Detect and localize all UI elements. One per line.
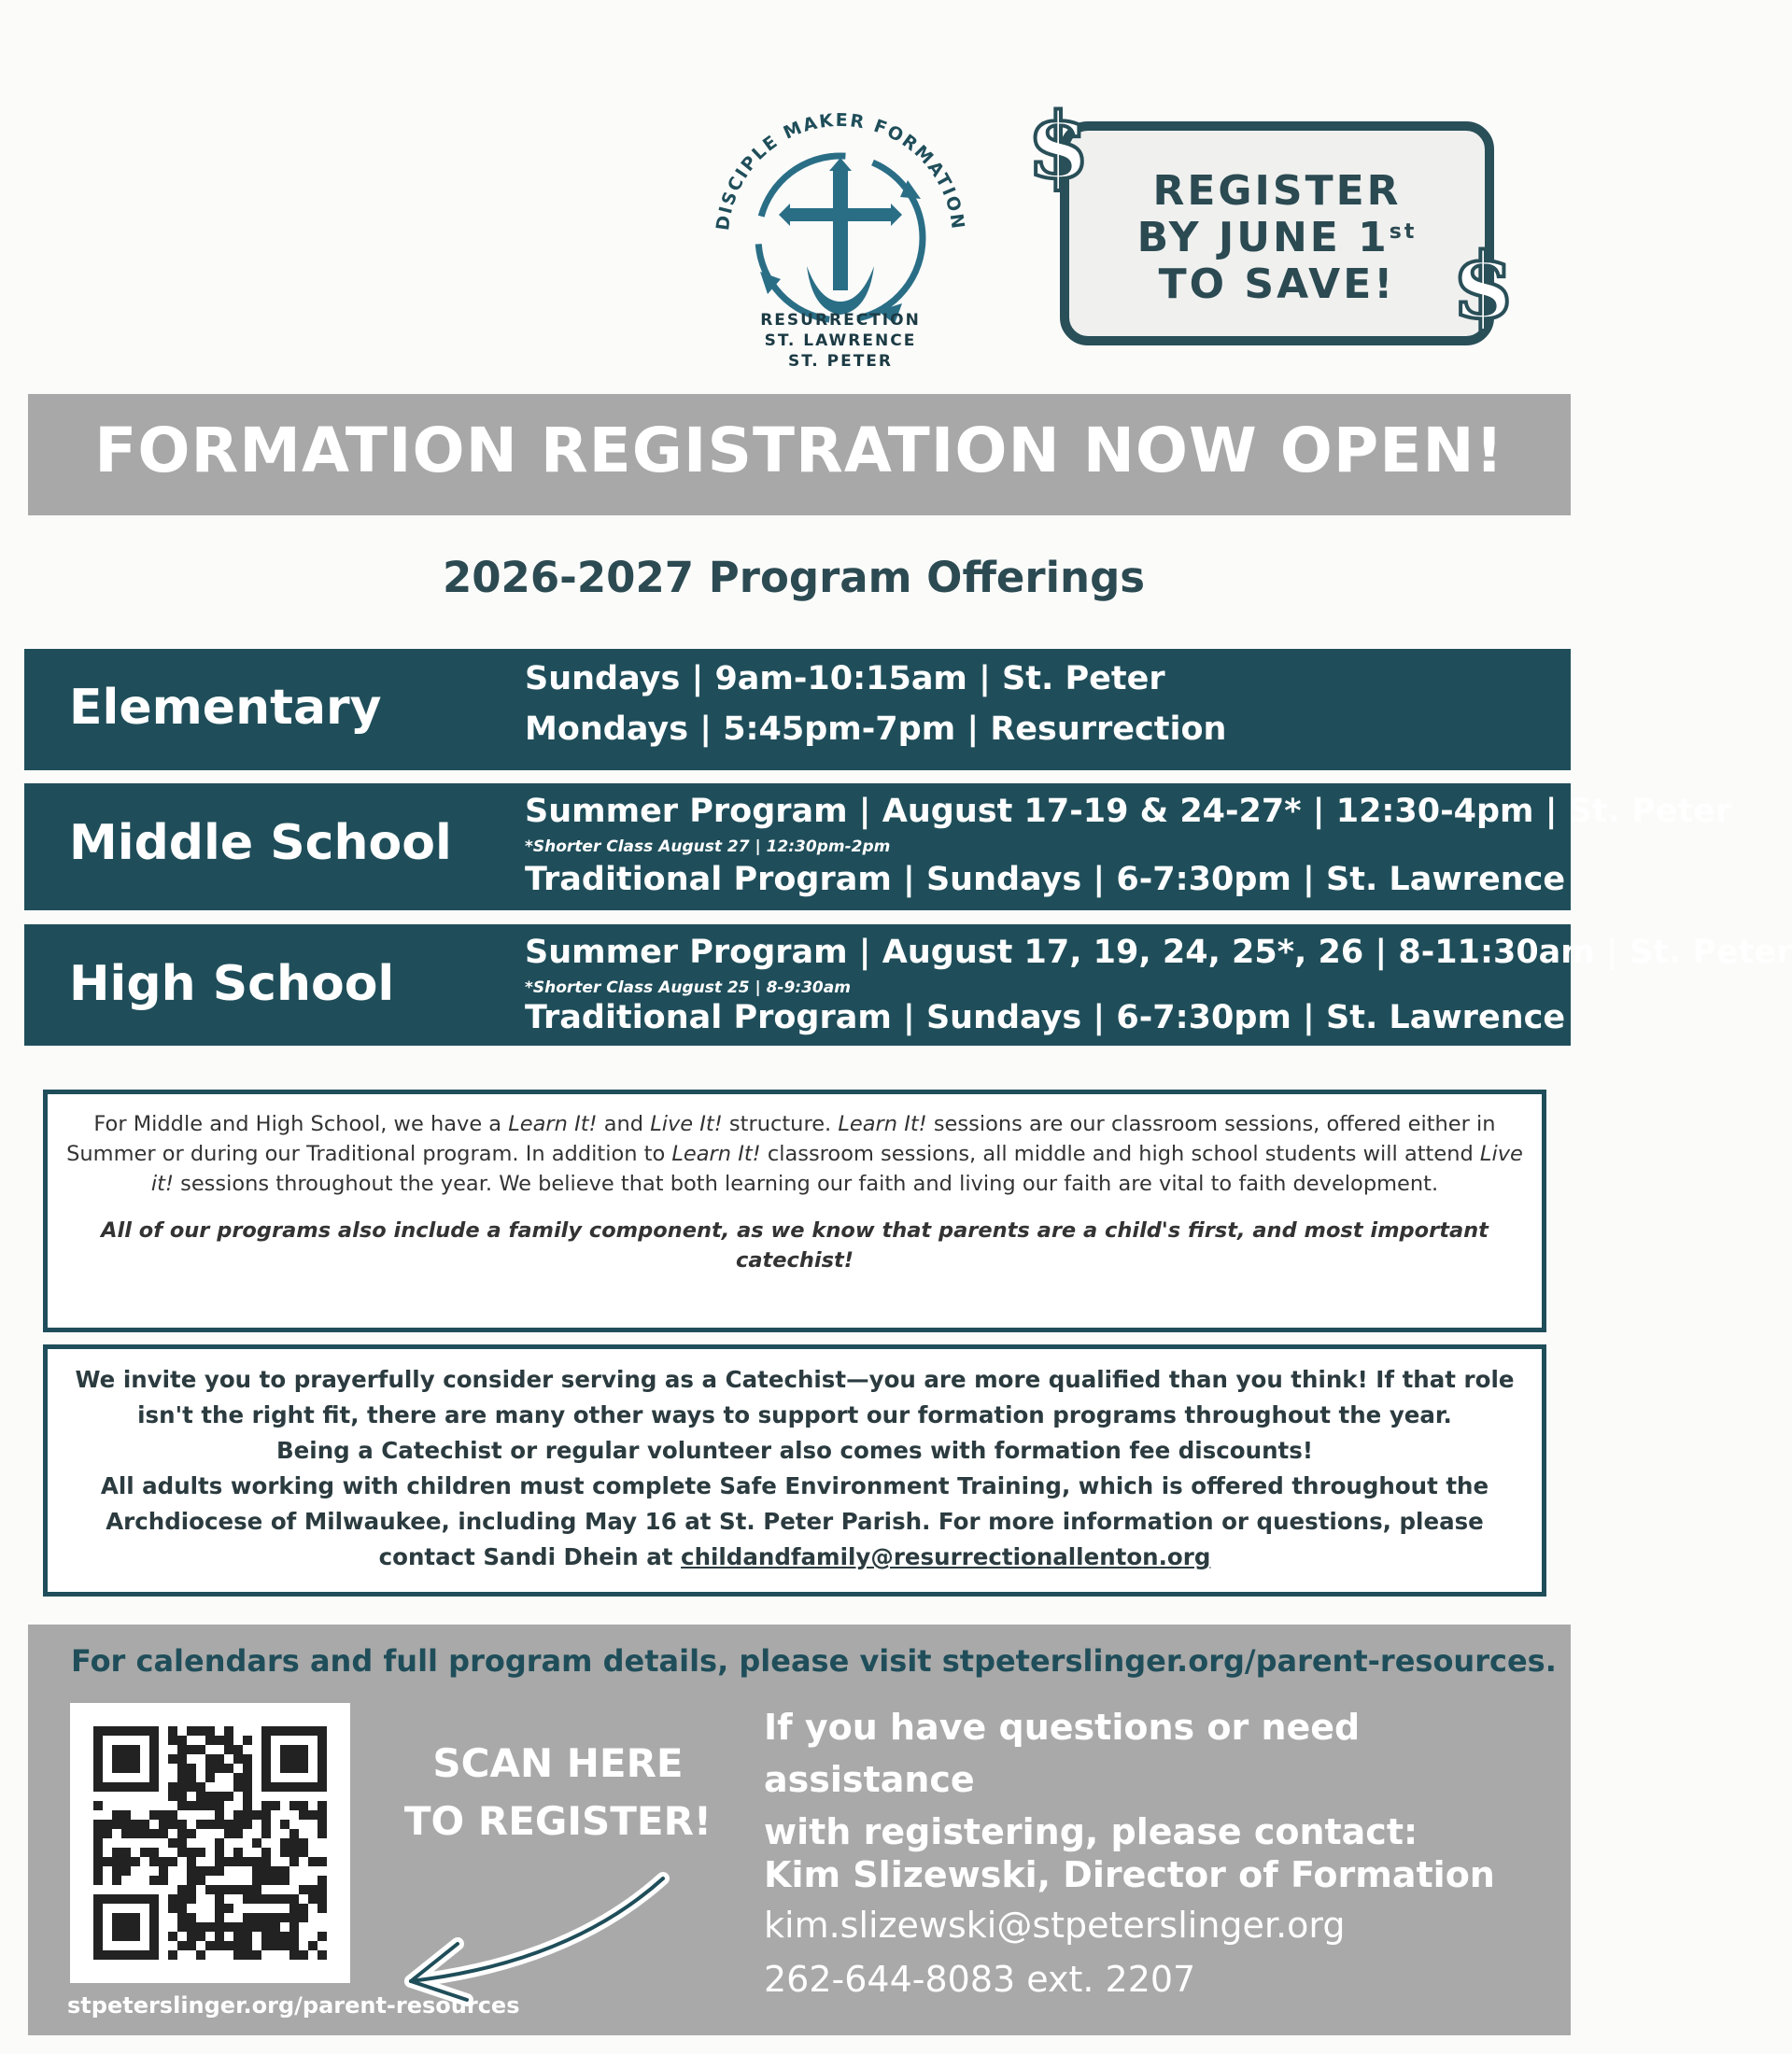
contact-phone[interactable]: 262-644-8083 ext. 2207: [764, 1959, 1196, 2000]
program-schedule-line: Traditional Program | Sundays | 6-7:30pm | St. Lawrence: [525, 999, 1566, 1036]
program-note: *Shorter Class August 27 | 12:30pm-2pm: [525, 837, 891, 856]
badge-line1: REGISTER: [1152, 167, 1402, 215]
parish-st-lawrence: ST. LAWRENCE: [764, 331, 917, 350]
contact-prompt: [764, 1701, 1571, 1858]
program-high-school: [24, 924, 1792, 1046]
contact-email[interactable]: kim.slizewski@stpeterslinger.org: [764, 1905, 1346, 1946]
disciple-maker-logo: [691, 79, 990, 387]
contact-prompt-line2: with registering, please contact:: [764, 1811, 1418, 1852]
program-schedule-line: Mondays | 5:45pm-7pm | Resurrection: [525, 710, 1227, 748]
parish-resurrection: RESURRECTION: [760, 311, 921, 330]
program-name: Middle School: [69, 815, 452, 871]
structure-paragraph: For Middle and High School, we have a Learn It! and Live It! structure. Learn It! sessions are our classroom sessions, offered either in Summer or during our Traditional program. In addition to Learn It! classroom sessions, all middle and high school students will attend Live it! sessions throughout the year. We believe that both learning our faith and living our faith are vital to faith development.: [66, 1112, 1523, 1196]
program-name: High School: [69, 956, 395, 1012]
logo-ring-text: DISCIPLE MAKER FORMATION: [713, 109, 968, 232]
catechist-invitation-box: [43, 1344, 1546, 1597]
program-name: Elementary: [69, 680, 382, 736]
program-note: *Shorter Class August 25 | 8-9:30am: [525, 978, 851, 997]
scan-to-register: [397, 1735, 719, 1850]
program-details-link-text[interactable]: For calendars and full program details, please visit stpeterslinger.org/parent-resources.: [71, 1643, 1557, 1679]
catechist-invite-text: We invite you to prayerfully consider serving as a Catechist—you are more qualified than you think! If that role isn't the right fit, there are many other ways to support our formation programs throughout the year.: [75, 1366, 1515, 1428]
dollar-sign-icon: $: [1027, 93, 1090, 199]
contact-name: Kim Slizewski, Director of Formation: [764, 1854, 1495, 1895]
scan-line1: SCAN HERE: [432, 1740, 684, 1786]
program-elementary: [24, 649, 1571, 770]
safe-environment-text: All adults working with children must complete Safe Environment Training, which is offered throughout the Archdiocese of Milwaukee, including May 16 at St. Peter Parish. For more information or questions, please contact Sandi Dhein at childandfamily@resurrectionallenton.org: [100, 1472, 1489, 1570]
footer-panel: [28, 1625, 1571, 2035]
scan-line2: TO REGISTER!: [403, 1798, 713, 1844]
registration-banner: [28, 394, 1571, 515]
qr-code[interactable]: [70, 1703, 350, 1983]
catechist-discount-text: Being a Catechist or regular volunteer also comes with formation fee discounts!: [276, 1437, 1313, 1464]
banner-title: FORMATION REGISTRATION NOW OPEN!: [94, 415, 1504, 486]
program-schedule-line: Traditional Program | Sundays | 6-7:30pm | St. Lawrence: [525, 861, 1566, 898]
contact-email-link[interactable]: childandfamily@resurrectionallenton.org: [681, 1543, 1211, 1570]
program-schedule-line: Summer Program | August 17, 19, 24, 25*, 26 | 8-11:30am | St. Peter: [525, 934, 1792, 971]
badge-line3: TO SAVE!: [1158, 260, 1396, 308]
contact-prompt-line1: If you have questions or need assistance: [764, 1707, 1361, 1800]
qr-url-text[interactable]: stpeterslinger.org/parent-resources: [67, 1992, 520, 2019]
learn-live-info-box: [43, 1090, 1546, 1332]
register-badge: [1060, 121, 1494, 345]
family-component-note: All of our programs also include a family component, as we know that parents are a child's first, and most important catechist!: [101, 1218, 1489, 1273]
arrow-left-icon: [383, 1850, 682, 2009]
program-schedule-line: Summer Program | August 17-19 & 24-27* | 12:30-4pm | St. Peter: [525, 793, 1732, 830]
program-schedule-line: Sundays | 9am-10:15am | St. Peter: [525, 660, 1165, 697]
qr-code-icon: [70, 1703, 350, 1983]
program-middle-school: [24, 783, 1732, 910]
program-offerings-title: 2026-2027 Program Offerings: [442, 553, 1146, 602]
badge-line2: BY JUNE 1st: [1136, 214, 1418, 261]
dollar-sign-icon: $: [1452, 233, 1515, 339]
parish-st-peter: ST. PETER: [787, 352, 893, 371]
